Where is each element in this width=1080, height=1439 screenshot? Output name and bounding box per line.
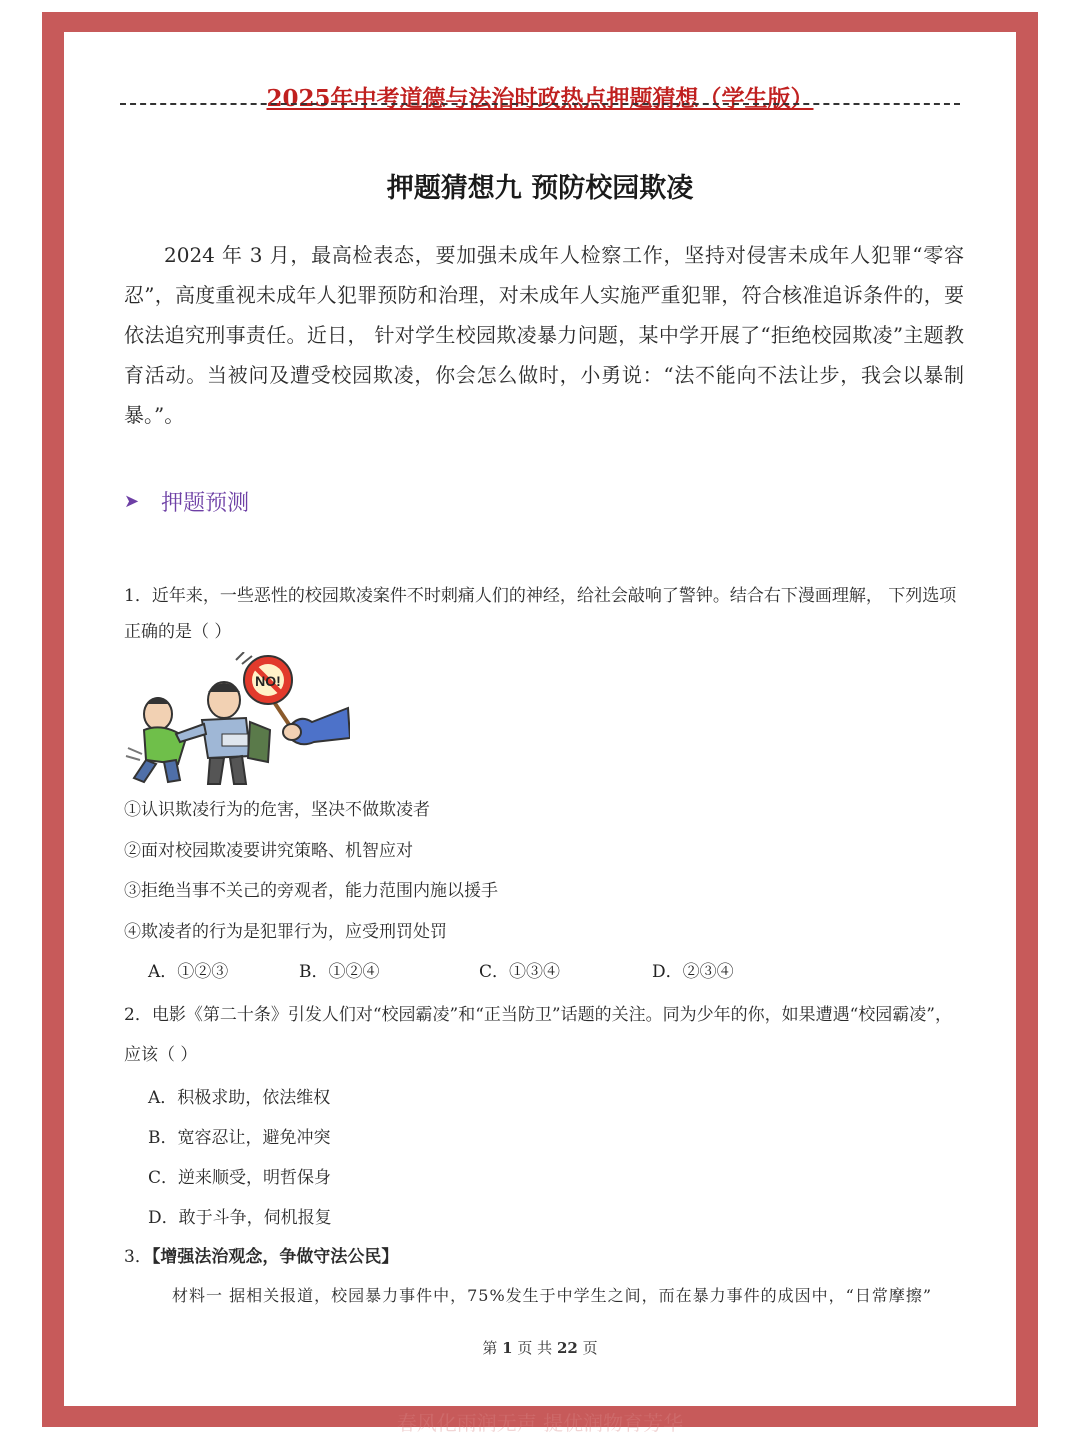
bullying-cartoon-image bbox=[124, 652, 350, 787]
page-footer bbox=[0, 1337, 1080, 1358]
statement-3: ③拒绝当事不关己的旁观者，能力范围内施以援手 bbox=[124, 881, 498, 901]
choice-a[interactable]: A．①②③ bbox=[148, 962, 229, 982]
question-3-topic: 【增强法治观念，争做守法公民】 bbox=[151, 1247, 399, 1267]
page-title: 押题猜想九 预防校园欺凌 bbox=[386, 173, 694, 204]
question-3-heading bbox=[124, 1242, 964, 1267]
question-3-material: 材料一 据相关报道，校园暴力事件中，75%发生于中学生之间，而在暴力事件的成因中，“日常摩擦” bbox=[172, 1286, 933, 1305]
question-3-number: 3． bbox=[124, 1247, 152, 1267]
question-2-stem: 2．电影《第二十条》引发人们对“校园霸凌”和“正当防卫”话题的关注。同为少年的你，如果遭遇“校园霸凌”，应该（ ） bbox=[124, 1005, 952, 1065]
footer-total-pages: 22 bbox=[556, 1339, 578, 1357]
section-heading bbox=[124, 486, 249, 517]
intro-paragraph: 2024 年 3 月，最高检表态，要加强未成年人检察工作，坚持对侵害未成年人犯罪“零容忍”，高度重视未成年人犯罪预防和治理，对未成年人实施严重犯罪，符合核准追诉条件的，要依法追究刑事责任。近日， 针对学生校园欺凌暴力问题，某中学开展了“拒绝校园欺凌”主题教育活动。当被问及遭受校园欺凌，你会怎么做时，小勇说：“法不能向不法让步，我会以暴制暴。”。 bbox=[124, 243, 964, 427]
footer-prefix: 第 bbox=[482, 1339, 498, 1357]
q2-option-d[interactable]: D．敢于斗争，伺机报复 bbox=[148, 1208, 332, 1228]
q2-option-a[interactable]: A．积极求助，依法维权 bbox=[148, 1088, 331, 1108]
footer-suffix: 页 bbox=[582, 1339, 598, 1357]
header-divider bbox=[120, 103, 960, 105]
footer-mid: 页 共 bbox=[517, 1339, 553, 1357]
section-label: 押题预测 bbox=[161, 491, 250, 516]
statement-4: ④欺凌者的行为是犯罪行为，应受刑罚处罚 bbox=[124, 922, 447, 942]
question-1-stem: 1．近年来，一些恶性的校园欺凌案件不时刺痛人们的神经，给社会敲响了警钟。结合右下漫画理解， 下列选项正确的是（ ） bbox=[124, 586, 957, 642]
no-sign-text: NO! bbox=[255, 673, 281, 689]
q2-option-b[interactable]: B．宽容忍让，避免冲突 bbox=[148, 1128, 331, 1148]
statement-2: ②面对校园欺凌要讲究策略、机智应对 bbox=[124, 841, 413, 861]
footer-page-number: 1 bbox=[502, 1339, 513, 1357]
header-title: 2025年中考道德与法治时政热点押题猜想（学生版） bbox=[266, 85, 814, 112]
choice-c[interactable]: C．①③④ bbox=[479, 962, 561, 982]
q2-option-c[interactable]: C．逆来顺受，明哲保身 bbox=[148, 1168, 332, 1188]
choice-b[interactable]: B．①②④ bbox=[299, 962, 380, 982]
statement-1: ①认识欺凌行为的危害，坚决不做欺凌者 bbox=[124, 800, 430, 820]
choice-d[interactable]: D．②③④ bbox=[652, 962, 734, 982]
chevron-right-icon: ➤ bbox=[124, 491, 140, 512]
watermark-text: 春风化雨润无声 提优润物育芳华 bbox=[396, 1411, 684, 1435]
